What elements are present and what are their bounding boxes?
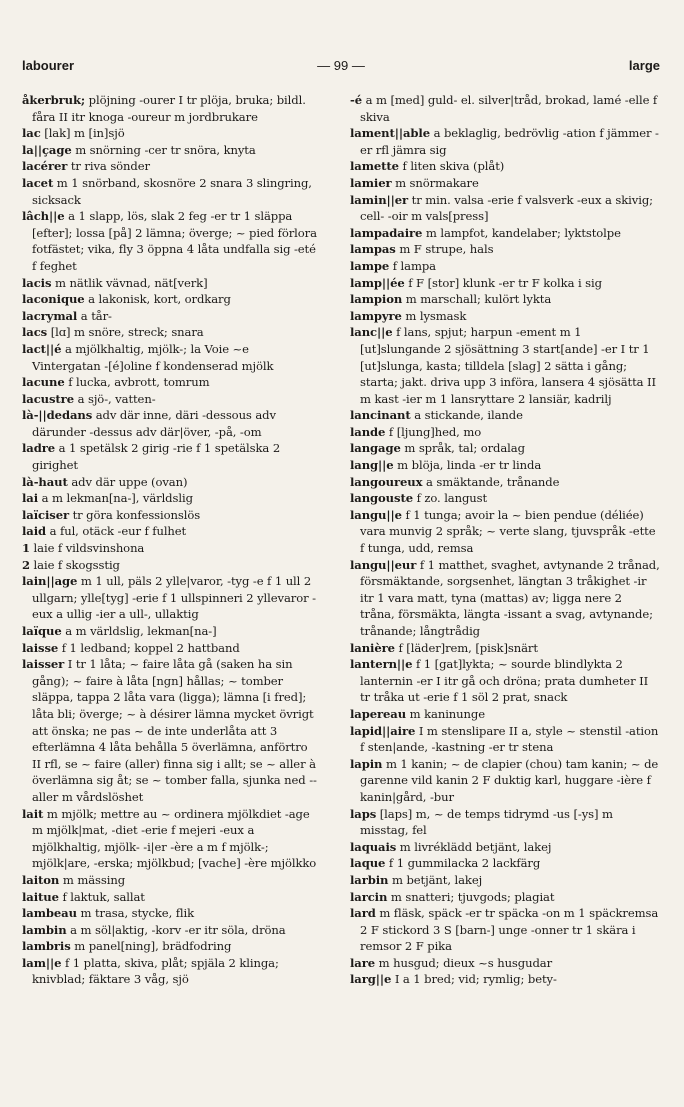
dictionary-entry: lacustre a sjö-, vatten- <box>22 391 156 406</box>
dictionary-entry: laisser I tr 1 låta; ~ faire låta gå (saken ha sin gång); ~ faire à låta [ngn] hållas; ~ tomber släppa, tappa 2 låta vara (ligga); lämna [i fred]; låta bli; överge; ~ à désirer lämna mycket övrigt att önska; ne pas ~ de inte underlåta att 3 efterlämna 4 låta behålla 5 överlämna, anförtro II rfl, se ~ faire (aller) finna sig i allt; se ~ aller à överlämna sig åt; se ~ tomber falla, sjunka ned --aller m vårdslöshet <box>22 657 317 804</box>
dictionary-entry: 1 laie f vildsvinshona <box>22 541 145 556</box>
dictionary-entry: lambris m panel[ning], brädfodring <box>22 939 232 954</box>
dictionary-entry: lampion m marschall; kulört lykta <box>350 292 552 307</box>
dictionary-entry: lamin||er tr min. valsa -erie f valsverk -eux a skivig; cell- -oir m vals[press] <box>350 192 653 224</box>
dictionary-entry: lanc||e f lans, spjut; harpun -ement m 1 [ut]slungande 2 sjösättning 3 start[ande] -er I tr 1 [ut]slunga, kasta; tilldela [slag] 2 sätta i gång; starta; jakt. driva upp 3 införa, lansera 4 sjösätta II m kast -ier m 1 lansryttare 2 lansiär, kadrilj <box>350 325 656 406</box>
dictionary-entry: larg||e I a 1 bred; vid; rymlig; bety- <box>350 972 557 987</box>
dictionary-entry: laquais m livréklädd betjänt, lakej <box>350 839 552 854</box>
dictionary-entry: laque f 1 gummilacka 2 lackfärg <box>350 856 541 871</box>
dictionary-entry: larbin m betjänt, lakej <box>350 872 483 887</box>
page-header <box>22 54 660 76</box>
dictionary-entry: lament||able a beklaglig, bedrövlig -ation f jämmer -er rfl jämra sig <box>350 126 659 157</box>
dictionary-entry: lambin a m söl|aktig, -korv -er itr söla, dröna <box>22 922 286 937</box>
dictionary-entry: lacs [lɑ] m snöre, streck; snara <box>22 325 204 340</box>
dictionary-entry: laiton m mässing <box>22 872 126 887</box>
dictionary-entry: lac [lak] m [in]sjö <box>22 126 125 141</box>
dictionary-entry: lamier m snörmakare <box>350 175 479 190</box>
dictionary-entry: là-haut adv där uppe (ovan) <box>22 474 188 489</box>
dictionary-entry: lapereau m kaninunge <box>350 706 485 721</box>
dictionary-entry: langu||e f 1 tunga; avoir la ~ bien pendue (déliée) vara munvig 2 språk; ~ verte slang, tjuvspråk -ette f tunga, udd, remsa <box>350 507 656 556</box>
dictionary-entry: lare m husgud; dieux ~s husgudar <box>350 955 553 970</box>
dictionary-entry: lampe f lampa <box>350 258 436 273</box>
dictionary-entry: la||çage m snörning -cer tr snöra, knyta <box>22 142 256 157</box>
dictionary-entry: laitue f laktuk, sallat <box>22 889 145 904</box>
dictionary-entry: laps [laps] m, ~ de temps tidrymd -us [-ys] m misstag, fel <box>350 806 613 838</box>
dictionary-entry: langouste f zo. langust <box>350 491 488 506</box>
dictionary-entry: laisse f 1 ledband; koppel 2 hattband <box>22 640 240 655</box>
dictionary-entry: lamp||ée f F [stor] klunk -er tr F kolka i sig <box>350 275 602 290</box>
dictionary-entry: lacis m nätlik vävnad, nät[verk] <box>22 275 208 290</box>
dictionary-entry: lacune f lucka, avbrott, tomrum <box>22 375 210 390</box>
dictionary-entry: lact||é a mjölkhaltig, mjölk-; la Voie ~e Vintergatan -[é]oline f kondenserad mjölk <box>22 341 274 373</box>
dictionary-entry: lapid||aire I m stenslipare II a, style ~ stenstil -ation f sten|ande, -kastning -er tr stena <box>350 723 659 755</box>
dictionary-entry: lambeau m trasa, stycke, flik <box>22 906 195 921</box>
dictionary-entry: laïciser tr göra konfessionslös <box>22 507 201 522</box>
dictionary-entry: lacrymal a tår- <box>22 308 112 323</box>
dictionary-entry: lapin m 1 kanin; ~ de clapier (chou) tam kanin; ~ de garenne vild kanin 2 F duktig karl, huggare -ière f kanin|gård, -bur <box>350 756 659 804</box>
dictionary-entry: larcin m snatteri; tjuvgods; plagiat <box>350 889 555 904</box>
dictionary-entry: lacérer tr riva sönder <box>22 159 150 174</box>
dictionary-entry: lai a m lekman[na-], världslig <box>22 491 193 506</box>
dictionary-entry: lande f [ljung]hed, mo <box>350 424 482 439</box>
dictionary-entry: lard m fläsk, späck -er tr späcka -on m 1 späckremsa 2 F stickord 3 S [barn-] unge -onner tr 1 skära i remsor 2 F pika <box>350 906 659 954</box>
dictionary-entry: -é a m [med] guld- el. silver|tråd, brokad, lamé -elle f skiva <box>350 93 658 124</box>
dictionary-entry: laid a ful, otäck -eur f fulhet <box>22 524 187 539</box>
header-right-guide-word: large <box>628 58 660 73</box>
dictionary-entry: lain||age m 1 ull, päls 2 ylle|varor, -tyg -e f 1 ull 2 ullgarn; ylle[tyg] -erie f 1 ullspinneri 2 yllevaror -eux a ullig -ier a ull-, ullaktig <box>22 574 316 622</box>
dictionary-entry: langoureux a smäktande, trånande <box>350 474 560 489</box>
dictionary-entry: laconique a lakonisk, kort, ordkarg <box>22 292 231 307</box>
dictionary-entry: 2 laie f skogsstig <box>22 557 120 572</box>
dictionary-entry: lang||e m blöja, linda -er tr linda <box>350 458 542 473</box>
dictionary-entry: langu||eur f 1 matthet, svaghet, avtynande 2 trånad, försmäktande, sorgsenhet, längtan 3 tråkighet -ir itr 1 vara matt, tyna (mattas) av; ligga nere 2 tråna, försmäkta, längta -issant a svag, avtynande; trånande; långtrådig <box>350 557 660 638</box>
dictionary-entry: ladre a 1 spetälsk 2 girig -rie f 1 spetälska 2 girighet <box>22 441 281 473</box>
page-number: — 99 — <box>317 58 365 73</box>
dictionary-entry: laïque a m världslig, lekman[na-] <box>22 624 217 638</box>
header-left-guide-word: labourer <box>22 58 75 73</box>
dictionary-entry: lampyre m lysmask <box>350 308 467 323</box>
dictionary-entry: lait m mjölk; mettre au ~ ordinera mjölkdiet -age m mjölk|mat, -diet -erie f mejeri -eux a mjölkhaltig, mjölk- -i|er -ère a m f mjölk-; mjölk|are, -erska; mjölkbud; [vache] -ère mjölkko <box>22 806 317 871</box>
dictionary-entry: lantern||e f 1 [gat]lykta; ~ sourde blindlykta 2 lanternin -er I itr gå och dröna; prata dumheter II tr tråka ut -erie f 1 söl 2 prat, snack <box>350 657 649 705</box>
dictionary-entry: åkerbruk; plöjning -ourer I tr plöja, bruka; bildl. fåra II itr knoga -oureur m jordbrukare <box>22 93 306 124</box>
dictionary-entry: lampadaire m lampfot, kandelaber; lyktstolpe <box>350 225 621 240</box>
dictionary-entry: lanière f [läder]rem, [pisk]snärt <box>350 640 538 655</box>
dictionary-entry: lâch||e a 1 slapp, lös, slak 2 feg -er tr 1 släppa [efter]; lossa [på] 2 lämna; överge; ~ pied förlora fotfästet; vika, fly 3 öppna 4 låta undfalla sig -eté f feghet <box>22 209 317 273</box>
dictionary-entry: lam||e f 1 platta, skiva, plåt; spjäla 2 klinga; knivblad; fäktare 3 våg, sjö <box>22 955 279 987</box>
dictionary-entry: lampas m F strupe, hals <box>350 242 494 257</box>
dictionary-entry: langage m språk, tal; ordalag <box>350 441 525 456</box>
dictionary-entry: là-||dedans adv där inne, däri -dessous adv därunder -dessus adv där|över, -på, -om <box>22 408 276 439</box>
left-column <box>22 92 318 988</box>
right-column <box>350 92 660 988</box>
dictionary-entry: lancinant a stickande, ilande <box>350 408 523 423</box>
dictionary-entry: lamette f liten skiva (plåt) <box>350 159 505 174</box>
dictionary-entry: lacet m 1 snörband, skosnöre 2 snara 3 slingring, sicksack <box>22 175 312 207</box>
